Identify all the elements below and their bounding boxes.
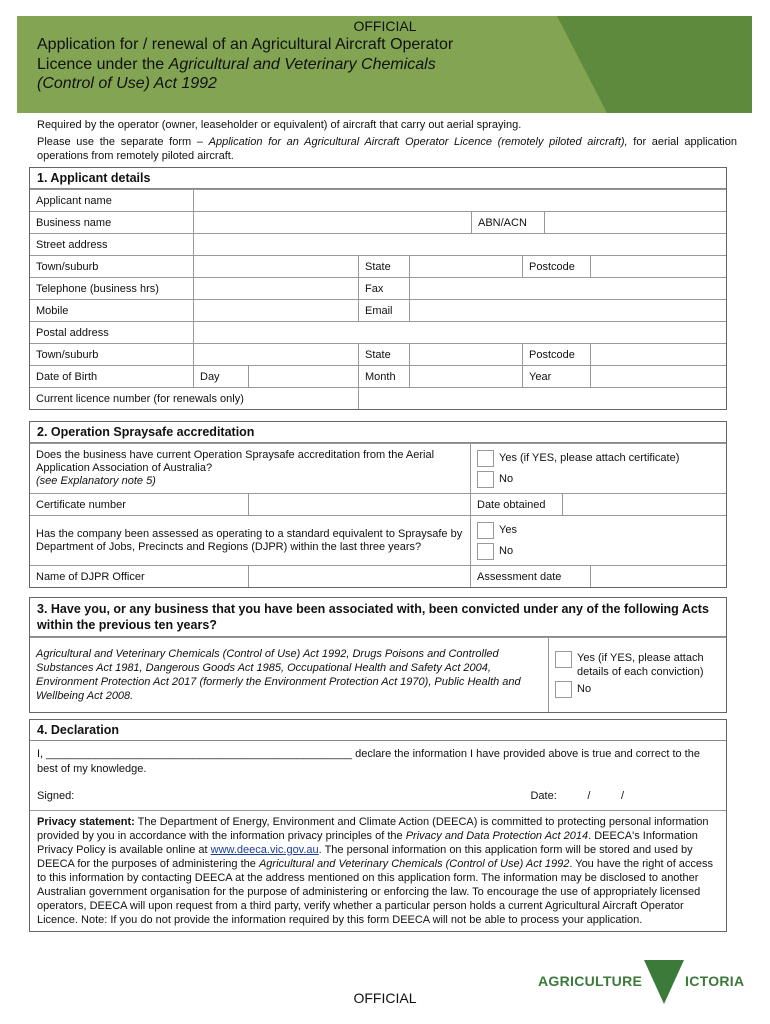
spraysafe-question (30, 444, 470, 493)
day-field[interactable] (248, 366, 358, 387)
signed-label: Signed: (37, 790, 75, 802)
row-djpr-question (30, 515, 726, 565)
spraysafe-options (470, 444, 726, 493)
licence-number-field[interactable] (358, 388, 726, 409)
intro-line-2-prefix: Please use the separate form – (37, 136, 209, 148)
street-address-field[interactable] (193, 234, 726, 255)
abn-field[interactable] (544, 212, 726, 233)
postcode-field[interactable] (590, 256, 726, 277)
title-line-3: (Control of Use) Act 1992 (37, 75, 217, 92)
business-name-field[interactable] (193, 212, 471, 233)
row-spraysafe-question (30, 443, 726, 493)
row-street-address (30, 233, 726, 255)
town-field[interactable] (193, 256, 358, 277)
intro-line-1: Required by the operator (owner, leaseholder or equivalent) of aircraft that carry out aerial spraying. (37, 119, 522, 131)
section-1-heading: 1. Applicant details (30, 168, 726, 189)
section-declaration (29, 719, 727, 932)
state-field[interactable] (409, 256, 522, 277)
label-abn: ABN/ACN (471, 212, 544, 233)
label-year: Year (522, 366, 590, 387)
applicant-name-field[interactable] (193, 190, 726, 211)
row-town-2 (30, 343, 726, 365)
label-month: Month (358, 366, 409, 387)
intro-text (37, 118, 737, 166)
row-postal-address (30, 321, 726, 343)
label-town: Town/suburb (36, 260, 99, 273)
row-telephone (30, 277, 726, 299)
djpr-no-label: No (499, 545, 514, 557)
spraysafe-no-label: No (499, 473, 514, 485)
section-spraysafe (29, 421, 727, 588)
label-postcode-2: Postcode (522, 344, 590, 365)
email-field[interactable] (409, 300, 726, 321)
section-2-heading: 2. Operation Spraysafe accreditation (30, 422, 726, 443)
conviction-yes-checkbox[interactable] (555, 651, 572, 668)
label-email: Email (358, 300, 409, 321)
logo-text-agriculture: AGRICULTURE (538, 973, 643, 989)
section-applicant-details (29, 167, 727, 410)
row-licence-number (30, 387, 726, 409)
label-licence-number: Current licence number (for renewals only) (36, 392, 244, 405)
assessment-date-field[interactable] (590, 566, 726, 587)
privacy-statement (30, 810, 726, 931)
year-field[interactable] (590, 366, 726, 387)
row-mobile (30, 299, 726, 321)
privacy-text-3: . The personal information on this application form will be stored and used by DEECA for the purposes of administering the (37, 844, 693, 870)
section-4-heading: 4. Declaration (30, 720, 726, 741)
privacy-text-4: . You have the right of access to this information by contacting DEECA at the address mentioned on this application form. The information may be disclosed to another Australian government organisation for the purpose of administering or enforcing the law. To encourage the use of appropriately licensed operators, DEECA will upon request from a third party, verify whether a particular person holds a current Agricultural Aircraft Operator Licence. Note: If you do not provide the information required by this form DEECA will not be able to process your application. (37, 858, 714, 926)
label-telephone: Telephone (business hrs) (36, 282, 159, 295)
title-line-2-prefix: Licence under the (37, 55, 169, 73)
section-convictions (29, 597, 727, 713)
privacy-label: Privacy statement: (37, 816, 135, 828)
month-field[interactable] (409, 366, 522, 387)
title-line-2-italic: Agricultural and Veterinary Chemicals (168, 55, 436, 73)
djpr-officer-field[interactable] (248, 566, 470, 587)
label-fax: Fax (358, 278, 409, 299)
telephone-field[interactable] (193, 278, 358, 299)
fax-field[interactable] (409, 278, 726, 299)
signature-line (37, 789, 719, 804)
state-2-field[interactable] (409, 344, 522, 365)
djpr-options (470, 516, 726, 565)
privacy-text-1: The Department of Energy, Environment and Climate Action (DEECA) is committed to protecting personal information provided by you in accordance with the information privacy principles of the (37, 816, 709, 842)
classification-label-bottom: OFFICIAL (353, 990, 417, 1006)
spraysafe-no-checkbox[interactable] (477, 471, 494, 488)
label-applicant-name: Applicant name (36, 194, 112, 207)
row-djpr-officer (30, 565, 726, 587)
spraysafe-yes-checkbox[interactable] (477, 450, 494, 467)
explanatory-note: (see Explanatory note 5) (36, 474, 156, 487)
djpr-no-checkbox[interactable] (477, 543, 494, 560)
declaration-block (30, 741, 726, 810)
label-postcode: Postcode (522, 256, 590, 277)
conviction-options (548, 638, 726, 712)
label-djpr-officer: Name of DJPR Officer (36, 570, 145, 583)
label-town-2: Town/suburb (36, 348, 99, 361)
title-line-2 (37, 55, 453, 75)
declaration-text: I, __________________________________________________ declare the information I have provided above is true and correct to the best of my knowledge. (37, 748, 700, 775)
djpr-yes-checkbox[interactable] (477, 522, 494, 539)
acts-list: Agricultural and Veterinary Chemicals (Control of Use) Act 1992, Drugs Poisons and Controlled Substances Act 1981, Dangerous Goods Act 1985, Occupational Health and Safety Act 2004, Environment Protection Act 2017 (formerly the Environment Protection Act 1970), Public Health and Wellbeing Act 2008. (36, 648, 521, 702)
intro-line-2-suffix: for aerial application operations from remotely piloted aircraft. (37, 136, 737, 162)
conviction-no-checkbox[interactable] (555, 681, 572, 698)
row-town (30, 255, 726, 277)
conviction-yes-label: Yes (if YES, please attach details of each conviction) (577, 651, 704, 678)
label-state-2: State (358, 344, 409, 365)
spraysafe-question-text: Does the business have current Operation Spraysafe accreditation from the Aerial Application Association of Australia? (36, 448, 435, 474)
date-obtained-field[interactable] (562, 494, 726, 515)
row-dob (30, 365, 726, 387)
town-2-field[interactable] (193, 344, 358, 365)
classification-label-top: OFFICIAL (353, 18, 417, 34)
page-title (37, 35, 453, 94)
logo-text-ictoria: ICTORIA (685, 973, 745, 989)
privacy-text-2: . DEECA's Information Privacy Policy is available online at (37, 830, 698, 856)
postcode-2-field[interactable] (590, 344, 726, 365)
label-assessment-date: Assessment date (470, 566, 590, 587)
label-street-address: Street address (36, 238, 108, 251)
privacy-act-name: Privacy and Data Protection Act 2014 (405, 830, 589, 842)
label-day: Day (193, 366, 248, 387)
row-applicant-name (30, 189, 726, 211)
certificate-number-field[interactable] (248, 494, 470, 515)
section-3-heading: 3. Have you, or any business that you have been associated with, been convicted under any of the following Acts within the previous ten years? (30, 598, 726, 637)
row-business-name (30, 211, 726, 233)
postal-address-field[interactable] (193, 322, 726, 343)
label-state: State (358, 256, 409, 277)
spraysafe-yes-label: Yes (if YES, please attach certificate) (499, 452, 680, 464)
deeca-website-link[interactable]: www.deeca.vic.gov.au (210, 844, 319, 856)
privacy-agvet-act: Agricultural and Veterinary Chemicals (Control of Use) Act 1992 (258, 858, 570, 870)
mobile-field[interactable] (193, 300, 358, 321)
conviction-no-label: No (577, 683, 592, 695)
intro-line-2-italic: Application for an Agricultural Aircraft Operator Licence (remotely piloted aircraft), (208, 136, 628, 148)
djpr-yes-label: Yes (499, 524, 517, 536)
label-business-name: Business name (36, 216, 112, 229)
title-line-1: Application for / renewal of an Agricultural Aircraft Operator (37, 36, 454, 53)
row-certificate (30, 493, 726, 515)
date-label: Date: / / (530, 790, 624, 802)
djpr-question: Has the company been assessed as operating to a standard equivalent to Spraysafe by Department of Jobs, Precincts and Regions (DJPR) within the last three years? (36, 527, 463, 553)
label-postal-address: Postal address (36, 326, 109, 339)
intro-line-2 (37, 135, 737, 163)
label-dob: Date of Birth (36, 370, 98, 383)
label-certificate-number: Certificate number (36, 498, 126, 511)
label-date-obtained: Date obtained (470, 494, 562, 515)
row-convictions (30, 637, 726, 712)
label-mobile: Mobile (36, 304, 69, 317)
